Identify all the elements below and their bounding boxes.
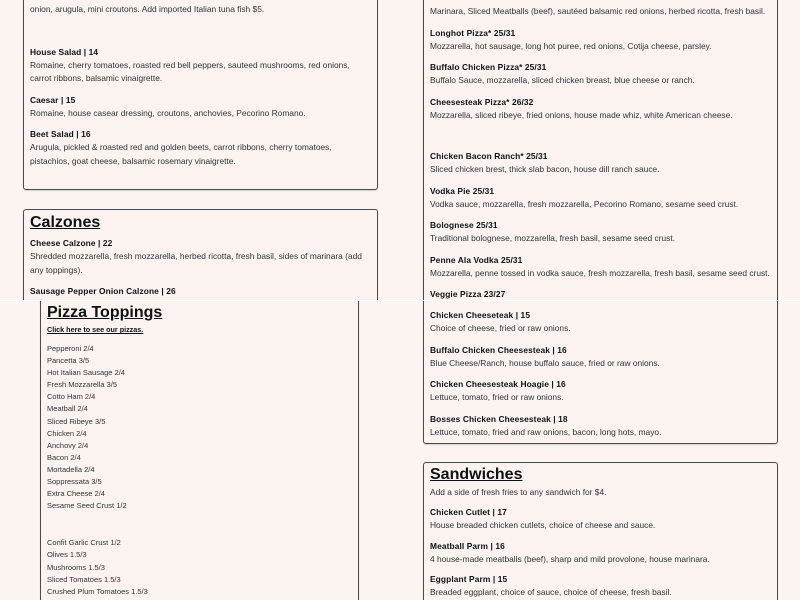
menu-item bbox=[430, 287, 771, 300]
menu-item-title: Buffalo Chicken Pizza* 25/31 bbox=[430, 62, 547, 72]
menu-item bbox=[430, 412, 771, 440]
pizzas-list bbox=[430, 5, 771, 300]
page-view-top-left bbox=[0, 0, 400, 300]
menu-item bbox=[430, 253, 771, 281]
see-pizzas-link[interactable]: Click here to see our pizzas. bbox=[47, 325, 144, 334]
topping-item: Soppressata 3/5 bbox=[47, 477, 102, 487]
menu-item bbox=[430, 343, 771, 371]
menu-item bbox=[430, 26, 771, 54]
salads-list bbox=[30, 3, 371, 168]
menu-item bbox=[430, 218, 771, 246]
topping-item: Meatball 2/4 bbox=[47, 404, 88, 414]
menu-item bbox=[430, 377, 771, 405]
toppings-list-extra bbox=[47, 537, 352, 597]
topping-item: Pancetta 3/5 bbox=[47, 356, 90, 366]
menu-item-description: Romaine, cherry tomatoes, roasted red bell peppers, sauteed mushrooms, red onions, carrot ribbons, balsamic vinaigrette. bbox=[30, 59, 350, 83]
menu-item bbox=[30, 45, 371, 86]
sandwiches-section bbox=[423, 462, 778, 600]
menu-item bbox=[430, 184, 771, 212]
menu-item-description: Mozzarella, sliced ribeye, fried onions, house made whiz, white American cheese. bbox=[430, 109, 733, 120]
topping-item: Extra Cheese 2/4 bbox=[47, 489, 105, 499]
menu-item-description: Shredded mozzarella, fresh mozzarella, herbed ricotta, fresh basil, sides of marinara (add any toppings). bbox=[30, 251, 362, 275]
menu-item-description: onion, arugula, mini croutons. Add imported Italian tuna fish $5. bbox=[30, 4, 265, 14]
menu-item-description: Arugula, pickled & roasted red and golden beets, carrot ribbons, cherry tomatoes, pistachios, goat cheese, balsamic rosemary vinaigrette. bbox=[30, 142, 332, 166]
topping-item: Pepperoni 2/4 bbox=[47, 344, 94, 353]
menu-item bbox=[30, 3, 371, 17]
topping-item: Chicken 2/4 bbox=[47, 428, 87, 438]
menu-item-description: Traditional bolognese, mozzarella, fresh basil, sesame seed crust. bbox=[430, 233, 676, 243]
calzones-list bbox=[30, 236, 371, 298]
menu-item-title: Meatball Parm | 16 bbox=[430, 540, 505, 551]
menu-item-title: House Salad | 14 bbox=[30, 46, 99, 57]
menu-item-description: Mozzarella, penne tossed in vodka sauce, fresh mozzarella, fresh basil, sesame seed crust. bbox=[430, 267, 770, 278]
pizza-toppings-section bbox=[40, 301, 359, 600]
menu-item-description: House breaded chicken cutlets, choice of cheese and sauce. bbox=[430, 520, 656, 531]
sandwiches-list bbox=[430, 506, 771, 599]
menu-item-title: Vodka Pie 25/31 bbox=[430, 185, 495, 196]
menu-item-description: Buffalo Sauce, mozzarella, sliced chicken breast, blue cheese or ranch. bbox=[430, 75, 695, 85]
menu-item-title: Veggie Pizza 23/27 bbox=[430, 289, 506, 299]
menu-item bbox=[30, 236, 371, 277]
sandwiches-heading: Sandwiches bbox=[430, 466, 523, 483]
calzones-heading: Calzones bbox=[30, 214, 101, 231]
menu-item-title: Penne Ala Vodka 25/31 bbox=[430, 254, 523, 265]
pizza-toppings-heading: Pizza Toppings bbox=[47, 304, 163, 321]
topping-item: Olives 1.5/3 bbox=[47, 550, 87, 560]
page-view-bottom-left bbox=[0, 301, 400, 600]
pizzas-section bbox=[423, 0, 778, 300]
calzones-section bbox=[23, 209, 378, 300]
menu-item-title: Chicken Cutlet | 17 bbox=[430, 507, 507, 518]
sandwiches-note: Add a side of fresh fries to any sandwich for $4. bbox=[430, 487, 607, 497]
topping-item: Crushed Plum Tomatoes 1.5/3 bbox=[47, 586, 148, 596]
menu-item-description: Romaine, house casear dressing, croutons, anchovies, Pecorino Romano. bbox=[30, 107, 306, 118]
menu-item bbox=[430, 5, 771, 19]
cheesesteaks-section bbox=[423, 301, 778, 444]
cheesesteaks-list bbox=[430, 308, 771, 439]
menu-item bbox=[30, 93, 371, 121]
topping-item: Anchovy 2/4 bbox=[47, 440, 89, 450]
toppings-list bbox=[47, 343, 352, 512]
topping-item: Hot Italian Sausage 2/4 bbox=[47, 368, 125, 378]
menu-item-description: Mozzarella, hot sausage, long hot puree, red onions, Cotija cheese, parsley. bbox=[430, 40, 712, 51]
topping-item: Bacon 2/4 bbox=[47, 452, 81, 462]
menu-item bbox=[430, 308, 771, 336]
menu-item-description: Vodka sauce, mozzarella, fresh mozzarella, Pecorino Romano, sesame seed crust. bbox=[430, 198, 739, 209]
menu-item-title: Longhot Pizza* 25/31 bbox=[430, 27, 516, 38]
topping-item: Sliced Ribeye 3/5 bbox=[47, 416, 106, 426]
topping-item: Sliced Tomatoes 1.5/3 bbox=[47, 574, 121, 584]
topping-item: Sesame Seed Crust 1/2 bbox=[47, 501, 127, 511]
menu-item-description: Lettuce, tomato, fried or raw onions. bbox=[430, 392, 564, 402]
menu-item-description: Lettuce, tomato, fried and raw onions, bacon, long hots, mayo. bbox=[430, 426, 662, 437]
menu-item-description: Marinara, Sliced Meatballs (beef), sautéed balsamic red onions, herbed ricotta, fresh basil. bbox=[430, 6, 766, 16]
menu-item-description: Sliced chicken brest, thick slab bacon, house dill ranch sauce. bbox=[430, 164, 660, 174]
menu-item-title: Cheesesteak Pizza* 26/32 bbox=[430, 96, 534, 107]
menu-item-description: Choice of cheese, fried or raw onions. bbox=[430, 323, 571, 333]
menu-item bbox=[430, 95, 771, 123]
topping-item: Confit Garlic Crust 1/2 bbox=[47, 538, 121, 548]
menu-item-title: Eggplant Parm | 15 bbox=[430, 573, 508, 584]
menu-item-description: Breaded eggplant, choice of sauce, choice of cheese, fresh basil. bbox=[430, 586, 672, 597]
menu-item bbox=[30, 284, 371, 298]
salads-section bbox=[23, 0, 378, 190]
menu-item-title: Chicken Cheeseteak | 15 bbox=[430, 310, 531, 320]
menu-item-title: Sausage Pepper Onion Calzone | 26 bbox=[30, 286, 176, 296]
menu-item-title: Caesar | 15 bbox=[30, 94, 76, 105]
menu-item-title: Chicken Bacon Ranch* 25/31 bbox=[430, 151, 548, 161]
menu-item bbox=[430, 573, 771, 599]
menu-item-description: 4 house-made meatballs (beef), sharp and mild provolone, house marinara. bbox=[430, 553, 710, 564]
topping-item: Cotto Ham 2/4 bbox=[47, 392, 96, 402]
page-view-top-right bbox=[400, 0, 800, 300]
menu-item bbox=[430, 60, 771, 88]
menu-item bbox=[430, 540, 771, 566]
menu-item-title: Buffalo Chicken Cheesesteak | 16 bbox=[430, 344, 567, 355]
topping-item: Fresh Mozzarella 3/5 bbox=[47, 380, 118, 390]
menu-item-title: Cheese Calzone | 22 bbox=[30, 238, 113, 248]
menu-item-title: Bolognese 25/31 bbox=[430, 220, 498, 230]
topping-item: Mushrooms 1.5/3 bbox=[47, 562, 105, 572]
menu-item-description: Blue Cheese/Ranch, house buffalo sauce, fried or raw onions. bbox=[430, 357, 660, 368]
topping-item: Mortadella 2/4 bbox=[47, 464, 95, 474]
menu-item-title: Bosses Chicken Cheesesteak | 18 bbox=[430, 413, 568, 424]
menu-item-title: Beet Salad | 16 bbox=[30, 129, 91, 139]
page-view-bottom-right bbox=[400, 301, 800, 600]
menu-item bbox=[30, 127, 371, 168]
menu-item bbox=[430, 506, 771, 532]
menu-item bbox=[430, 149, 771, 177]
menu-item-title: Chicken Cheesesteak Hoagie | 16 bbox=[430, 379, 566, 389]
